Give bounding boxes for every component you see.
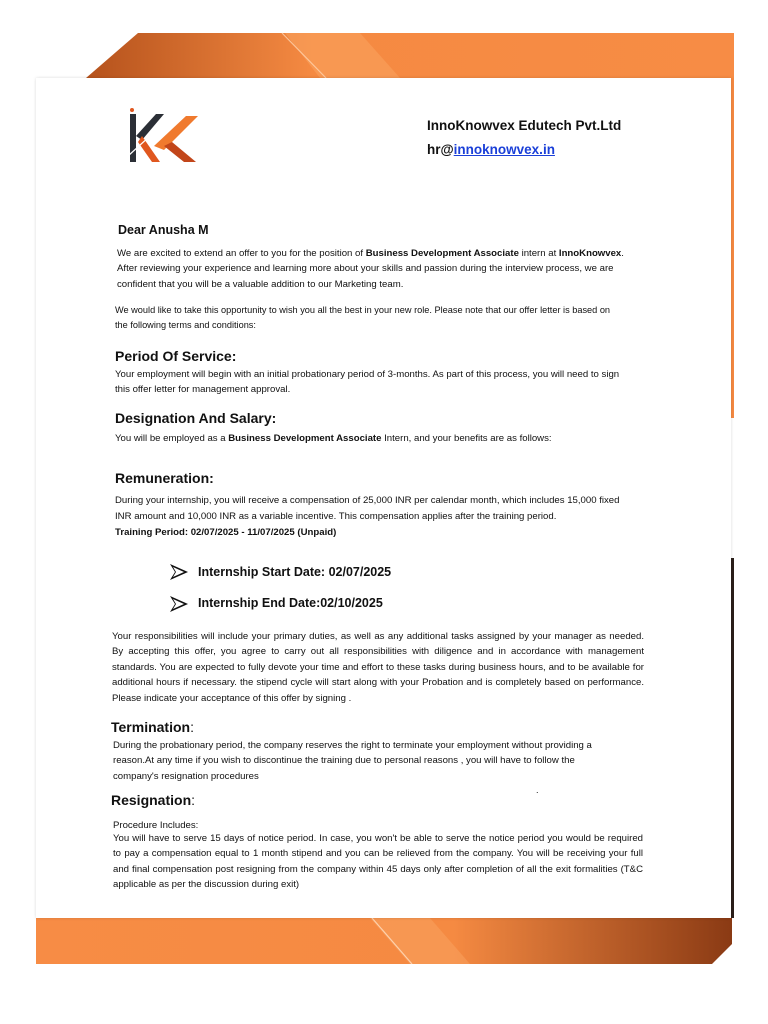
- internship-end-date: Internship End Date:02/10/2025: [198, 596, 383, 610]
- arrow-bullet-icon: [170, 564, 188, 580]
- stray-dot: .: [536, 785, 539, 795]
- intro-text-c: .: [621, 248, 624, 259]
- intro-line-2: After reviewing your experience and learning more about your skills and passion during the interview process, we are: [117, 263, 614, 275]
- training-period: Training Period: 02/07/2025 - 11/07/2025 (Unpaid): [115, 527, 337, 538]
- arrow-bullet-icon: [170, 596, 188, 612]
- responsibilities-paragraph: Your responsibilities will include your primary duties, as well as any additional tasks assigned by your manager as needed. By accepting this offer, you agree to carry out all responsibilities with diligence and in accordance with management standards. You are expected to fully devote your time and effort to these tasks during business hours, and to be available for additional hours if necessary. the stipend cycle will start along with your Probation and is completely based on performance. Please indicate your acceptance of this offer by signing .: [112, 631, 644, 704]
- email-link[interactable]: innoknowvex.in: [453, 142, 555, 157]
- bottom-decorative-band: [0, 914, 768, 974]
- period-text: [115, 367, 675, 398]
- company-name: InnoKnowvex Edutech Pvt.Ltd: [427, 118, 622, 133]
- resignation-heading: [111, 792, 195, 808]
- designation-text-b: Intern, and your benefits are as follows:: [381, 433, 552, 444]
- resignation-colon: :: [191, 792, 196, 808]
- intro-company: InnoKnowvex: [558, 248, 622, 259]
- intro-text-b: intern at: [518, 248, 559, 259]
- intro2-line-1: We would like to take this opportunity to wish you all the best in your new role. Please note that our offer letter is based on: [115, 305, 611, 315]
- intro-line-1: [117, 246, 677, 261]
- designation-heading: Designation And Salary:: [115, 410, 277, 426]
- intro-paragraph: [117, 246, 677, 292]
- termination-line-1: During the probationary period, the company reserves the right to terminate your employment without providing a: [113, 740, 592, 751]
- termination-line-3: company's resignation procedures: [113, 770, 259, 782]
- intro-line-3: confident that you will be a valuable addition to our Marketing team.: [117, 278, 404, 290]
- email-prefix: hr@: [427, 142, 454, 157]
- designation-text: [115, 431, 695, 446]
- remuneration-line-1: During your internship, you will receive a compensation of 25,000 INR per calendar month, which includes 15,000 fixed: [115, 495, 620, 506]
- remuneration-heading: Remuneration:: [115, 470, 214, 486]
- intro-paragraph-2: [115, 303, 675, 334]
- termination-heading-text: Termination: [111, 719, 191, 735]
- resignation-text: You will have to serve 15 days of notice period. In case, you won't be able to serve the notice period you would be required to pay a compensation equal to 1 month stipend and you can be relieved from the company. You will be receiving your full and final compensation post resigning from the company within 45 days only after completion of all the exit formalities (T&C applicable as per the discussion during exit): [113, 833, 643, 891]
- termination-heading: [111, 719, 194, 735]
- intro-role: Business Development Associate: [365, 248, 519, 259]
- company-logo: [126, 106, 216, 170]
- company-email: [427, 142, 555, 157]
- designation-text-a: You will be employed as a: [115, 433, 229, 444]
- remuneration-line-2: INR amount and 10,000 INR as a variable incentive. This compensation applies after the training period.: [115, 511, 557, 522]
- termination-text: [113, 738, 673, 784]
- period-heading: Period Of Service:: [115, 348, 237, 364]
- period-line-2: this offer letter for management approval.: [115, 384, 291, 396]
- internship-start-date: Internship Start Date: 02/07/2025: [198, 565, 392, 579]
- designation-role: Business Development Associate: [228, 433, 382, 444]
- top-decorative-band: [0, 0, 768, 90]
- procedure-label: Procedure Includes:: [113, 820, 199, 831]
- termination-colon: :: [190, 719, 194, 735]
- letter-page: [36, 78, 731, 918]
- resignation-heading-text: Resignation: [111, 792, 192, 808]
- period-line-1: Your employment will begin with an initial probationary period of 3-months. As part of this process, you will need to sign: [115, 369, 620, 380]
- remuneration-text: [115, 493, 695, 541]
- greeting: Dear Anusha M: [118, 223, 209, 237]
- termination-line-2: reason.At any time if you wish to discontinue the training due to personal reasons , you will have to follow the: [113, 755, 575, 767]
- intro-text-a: We are excited to extend an offer to you for the position of: [117, 248, 366, 259]
- intro2-line-2: the following terms and conditions:: [115, 320, 256, 331]
